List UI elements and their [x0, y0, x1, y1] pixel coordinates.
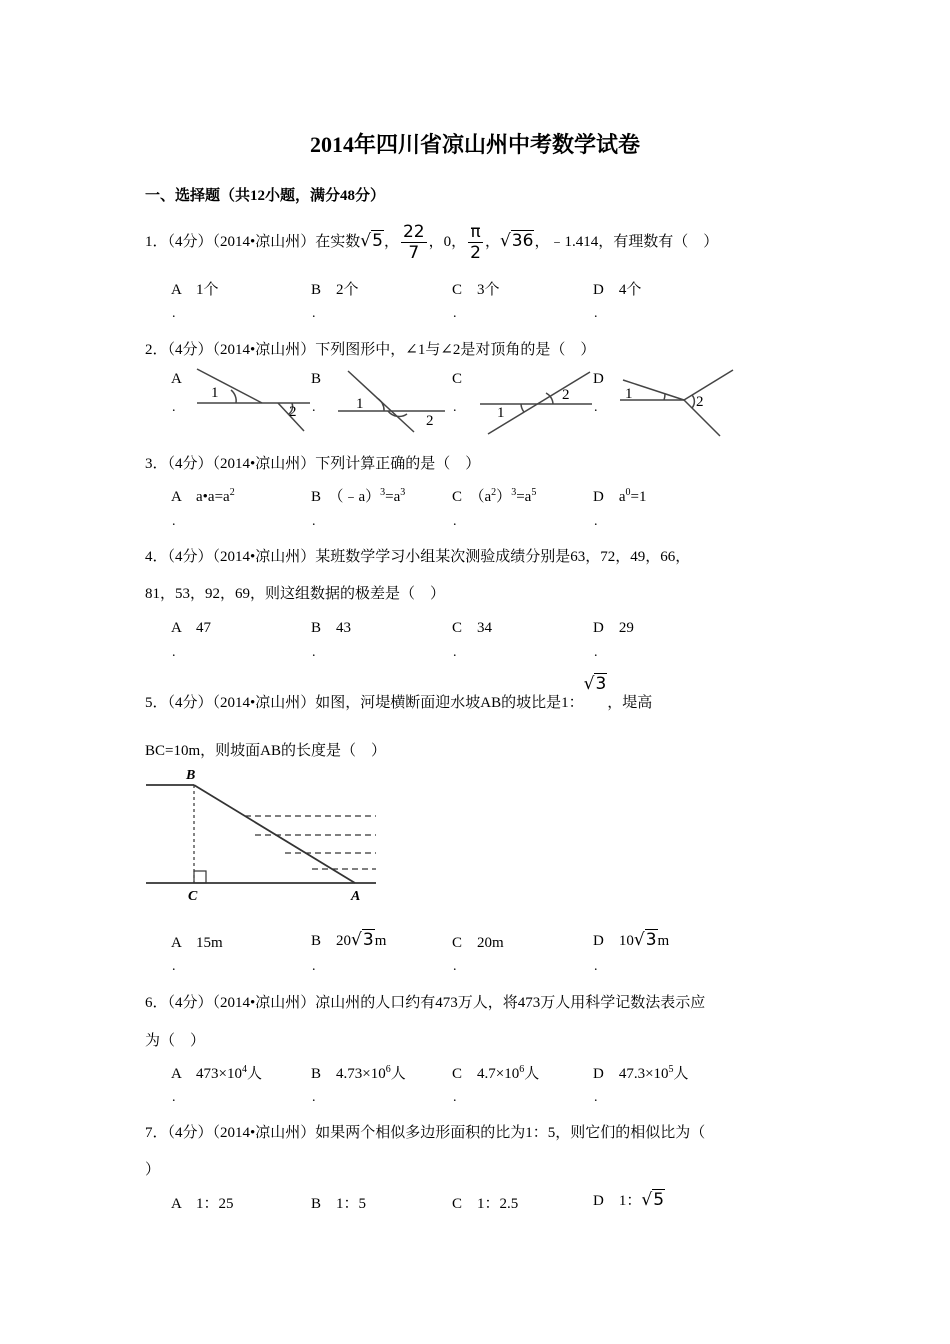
- q3-option-a[interactable]: [171, 485, 235, 506]
- q5-option-a[interactable]: A 15m: [171, 935, 223, 951]
- q2-dot-a: .: [172, 400, 176, 415]
- q7-option-a[interactable]: A 1：25: [171, 1196, 234, 1212]
- q6-dot-b: .: [312, 1090, 316, 1105]
- q3-d-exponent: 0: [625, 487, 631, 498]
- q7-option-d[interactable]: [593, 1189, 665, 1210]
- fig-b-label-1: 1: [356, 396, 364, 412]
- q6-d-exponent: 5: [668, 1064, 674, 1075]
- q6-dot-d: .: [594, 1090, 598, 1105]
- sqrt-3-d: √3: [633, 930, 657, 950]
- sqrt-5-d: √5: [641, 1190, 665, 1210]
- fraction-22-denominator: 7: [408, 243, 420, 263]
- q6-option-a[interactable]: [171, 1062, 262, 1083]
- question-3-stem: 3．（4分）（2014•凉山州）下列计算正确的是（ ）: [145, 456, 481, 472]
- fig-c-label-2: 2: [562, 387, 570, 403]
- question-7-stem-line-2: ）: [145, 1162, 161, 1178]
- q6-b-exponent: 6: [385, 1064, 391, 1075]
- fig-a-arc-1: [231, 390, 236, 403]
- q3-b-text: B （﹣a）: [311, 489, 381, 505]
- section-heading: 一、选择题（共12小题，满分48分）: [145, 188, 386, 204]
- q3-c-text: C （a: [452, 489, 492, 505]
- q3-c-exponent-1: 2: [491, 487, 497, 498]
- q5-option-d[interactable]: [593, 929, 669, 950]
- sqrt-5-d-radicand: 5: [653, 1190, 665, 1210]
- q1-dot-d: .: [594, 306, 598, 321]
- q6-dot-c: .: [453, 1090, 457, 1105]
- q3-b-exponent-1: 3: [380, 487, 386, 498]
- q6-option-b[interactable]: [311, 1062, 406, 1083]
- q3-c-exponent-3: 5: [531, 487, 537, 498]
- page-title: 2014年四川省凉山州中考数学试卷: [309, 132, 640, 157]
- q6-option-d[interactable]: [593, 1062, 689, 1083]
- fig-d-slant-up: [684, 370, 733, 400]
- q7-d-text: D 1：: [593, 1193, 642, 1209]
- fig-c-arc-1: [521, 404, 524, 412]
- q7-option-c[interactable]: C 1：2.5: [452, 1196, 519, 1212]
- question-1-stem: 1．（4分）（2014•凉山州）在实数√5， $\frac{22}{7}$ ，0， $\frac{\pi}{2}$ ，√36，﹣1.414，有理数有（ ）: [145, 222, 719, 263]
- q5-dot-a: .: [172, 959, 176, 974]
- q6-c-exponent: 6: [519, 1064, 525, 1075]
- fraction-pi-denominator: 2: [470, 243, 481, 263]
- sqrt-5: √5: [360, 230, 383, 251]
- q2-option-b-letter[interactable]: B: [311, 371, 322, 387]
- fig5-label-c: C: [188, 889, 198, 904]
- q2-option-c-letter[interactable]: C: [452, 371, 463, 387]
- q3-option-c[interactable]: [452, 485, 536, 506]
- q3-c-exponent-2: 3: [511, 487, 517, 498]
- fig-a-label-2: 2: [289, 404, 297, 420]
- q1-option-a[interactable]: A 1个: [171, 282, 219, 298]
- q1-zero: ，0，: [428, 233, 467, 250]
- q1-dot-c: .: [453, 306, 457, 321]
- q5-b-coefficient: B 20: [311, 933, 352, 949]
- q4-option-d[interactable]: D 29: [593, 620, 634, 636]
- q1-suffix: ，﹣1.414，有理数有（ ）: [534, 233, 719, 250]
- q4-dot-d: .: [594, 645, 598, 660]
- sqrt-3-slope: √3: [583, 674, 607, 694]
- q3-dot-b: .: [312, 514, 316, 529]
- fig5-right-angle: [194, 871, 206, 883]
- q2-dot-c: .: [453, 400, 457, 415]
- q3-c-text-2: ）: [496, 489, 512, 505]
- fig-b-arc-2: [388, 411, 407, 416]
- question-2-stem: 2．（4分）（2014•凉山州）下列图形中，∠1与∠2是对顶角的是（ ）: [145, 342, 596, 358]
- q3-d-text-2: =1: [630, 489, 647, 505]
- q7-option-b[interactable]: B 1：5: [311, 1196, 367, 1212]
- q1-dot-b: .: [312, 306, 316, 321]
- q6-d-mantissa: D 47.3×10: [593, 1066, 669, 1082]
- q4-dot-c: .: [453, 645, 457, 660]
- sqrt-3-b: √3: [351, 930, 374, 950]
- q3-c-text-3: =a: [516, 489, 532, 505]
- question-7-stem-line-1: 7．（4分）（2014•凉山州）如果两个相似多边形面积的比为1：5，则它们的相似比为（: [145, 1125, 706, 1141]
- q2-dot-d: .: [594, 400, 598, 415]
- sqrt-3-b-radicand: 3: [362, 930, 374, 950]
- fig-d-label-2: 2: [696, 394, 704, 410]
- q3-b-exponent-2: 3: [400, 487, 406, 498]
- q5-option-c[interactable]: C 20m: [452, 935, 504, 951]
- q5-embankment-figure: [140, 765, 390, 905]
- q3-dot-d: .: [594, 514, 598, 529]
- fig5-label-b: B: [186, 768, 196, 783]
- q6-c-mantissa: C 4.7×10: [452, 1066, 520, 1082]
- q4-option-c[interactable]: C 34: [452, 620, 493, 636]
- question-5-stem-line-2: BC=10m，则坡面AB的长度是（ ）: [145, 743, 386, 759]
- q5-d-coefficient: D 10: [593, 933, 634, 949]
- q4-option-a[interactable]: A 47: [171, 620, 212, 636]
- q2-figures: [0, 360, 950, 440]
- q4-option-b[interactable]: B 43: [311, 620, 352, 636]
- fraction-22-numerator: 22: [402, 222, 425, 242]
- q3-a-text: A a•a=a: [171, 489, 230, 505]
- q1-option-b[interactable]: B 2个: [311, 282, 359, 298]
- q6-d-unit: 人: [673, 1066, 689, 1082]
- sqrt-3-radicand: 3: [595, 674, 607, 694]
- q6-dot-a: .: [172, 1090, 176, 1105]
- fraction-pi-numerator: π: [468, 222, 483, 243]
- q5-option-b[interactable]: [311, 929, 386, 950]
- fig-b-arc-1: [377, 398, 384, 411]
- fig5-slope-ab: [194, 785, 355, 883]
- sqrt-36: √36: [499, 230, 534, 251]
- question-6-stem-line-1: 6．（4分）（2014•凉山州）凉山州的人口约有473万人，将473万人用科学记数法表示应: [145, 995, 706, 1011]
- q3-b-text-2: =a: [385, 489, 401, 505]
- q5-d-unit: m: [657, 933, 670, 949]
- q3-dot-a: .: [172, 514, 176, 529]
- question-6-stem-line-2: 为（ ）: [145, 1033, 206, 1049]
- q2-option-a-letter[interactable]: A: [171, 371, 182, 387]
- q5-line1-end: ，堤高: [607, 695, 653, 711]
- q1-prefix: 1．（4分）（2014•凉山州）在实数: [145, 233, 361, 250]
- question-5-stem-line-1: [145, 674, 653, 712]
- q5-b-unit: m: [374, 933, 387, 949]
- fig-c-label-1: 1: [497, 405, 505, 421]
- q3-d-text: D a: [593, 489, 626, 505]
- q2-dot-b: .: [312, 400, 316, 415]
- fig5-label-a: A: [351, 889, 361, 904]
- fraction-22-7: [401, 222, 427, 263]
- sqrt-36-radicand: 36: [511, 230, 534, 251]
- q6-a-unit: 人: [246, 1066, 262, 1082]
- fig-d-arc-1: [664, 394, 665, 400]
- q3-dot-c: .: [453, 514, 457, 529]
- fig-a-slant-left: [197, 369, 262, 403]
- q6-a-exponent: 4: [241, 1064, 247, 1075]
- q5-dot-d: .: [594, 959, 598, 974]
- fig-a-label-1: 1: [211, 385, 219, 401]
- q3-option-d[interactable]: [593, 485, 646, 506]
- q6-b-unit: 人: [390, 1066, 406, 1082]
- q6-a-mantissa: A 473×10: [171, 1066, 242, 1082]
- question-4-stem-line-1: 4．（4分）（2014•凉山州）某班数学学习小组某次测验成绩分别是63，72，49，66，: [145, 549, 691, 565]
- fig-d-arc-2: [692, 395, 694, 408]
- q5-dot-b: .: [312, 959, 316, 974]
- fig-b-label-2: 2: [426, 413, 434, 429]
- q6-option-c[interactable]: [452, 1062, 539, 1083]
- q2-option-d-letter[interactable]: D: [593, 371, 604, 387]
- fig-c-slant: [488, 372, 590, 434]
- q3-option-b[interactable]: [311, 485, 405, 506]
- sqrt-5-radicand: 5: [372, 230, 383, 251]
- q1-dot-a: .: [172, 306, 176, 321]
- fig-d-label-1: 1: [625, 386, 633, 402]
- question-4-stem-line-2: 81，53，92，69，则这组数据的极差是（ ）: [145, 586, 446, 602]
- q5-dot-c: .: [453, 959, 457, 974]
- q3-a-exponent: 2: [229, 487, 235, 498]
- q6-c-unit: 人: [524, 1066, 540, 1082]
- q1-option-d[interactable]: D 4个: [593, 282, 642, 298]
- sqrt-3-d-radicand: 3: [645, 930, 657, 950]
- fraction-pi-2: [468, 222, 483, 263]
- q4-dot-b: .: [312, 645, 316, 660]
- q5-line1-text: 5．（4分）（2014•凉山州）如图，河堤横断面迎水坡AB的坡比是1：: [145, 695, 584, 711]
- q1-option-c[interactable]: C 3个: [452, 282, 500, 298]
- q6-b-mantissa: B 4.73×10: [311, 1066, 386, 1082]
- q4-dot-a: .: [172, 645, 176, 660]
